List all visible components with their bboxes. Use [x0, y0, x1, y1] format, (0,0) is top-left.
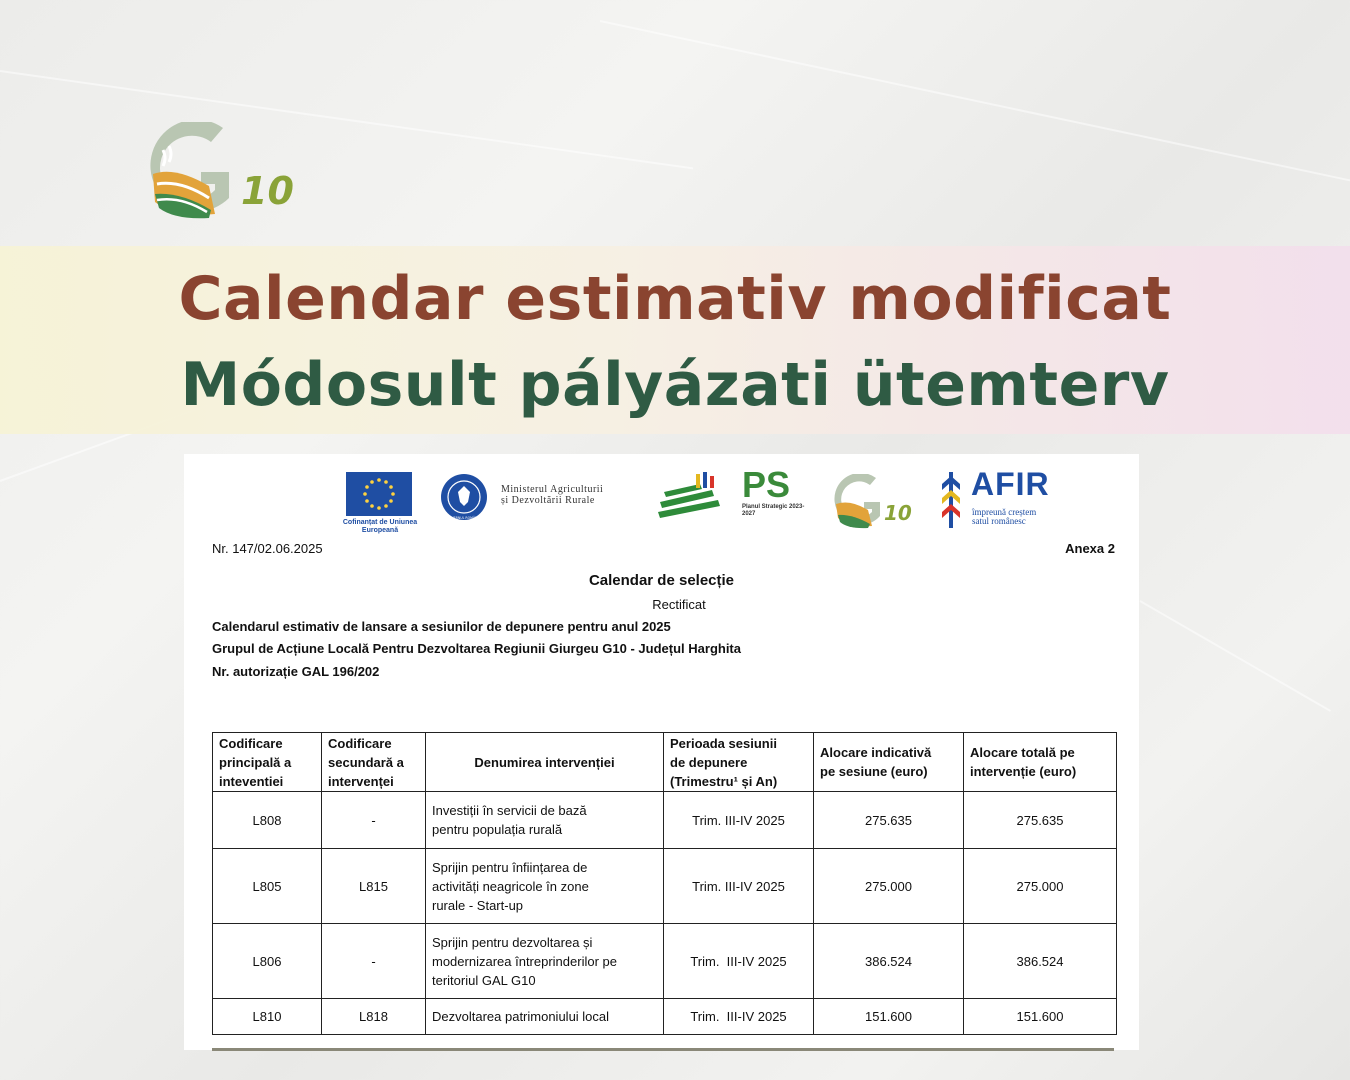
table-row	[213, 849, 1117, 924]
afir-title: AFIR	[971, 466, 1050, 502]
cell-secondary-code: -	[322, 792, 426, 849]
paper-crease	[0, 70, 693, 169]
document-line1: Calendarul estimativ de lansare a sesiunilor de depunere pentru anul 2025	[212, 619, 671, 634]
cell-intervention-name: Sprijin pentru dezvoltarea și modernizarea întreprinderilor pe teritoriul GAL G10	[426, 924, 664, 999]
table-row	[213, 792, 1117, 849]
eu-caption: Cofinanțat de Uniunea Europeană	[342, 519, 418, 534]
afir-tagline	[972, 508, 1036, 526]
document-line3: Nr. autorizație GAL 196/202	[212, 664, 380, 679]
ps-emblem-icon	[656, 470, 726, 520]
cell-primary-code: L808	[213, 792, 322, 849]
header-allocation-total: Alocare totală pe intervenție (euro)	[964, 733, 1117, 792]
g10-logo-number: 10	[241, 169, 294, 213]
cell-primary-code: L806	[213, 924, 322, 999]
header-secondary-code: Codificare secundară a intervenței	[322, 733, 426, 792]
eu-flag-icon	[346, 472, 412, 516]
cell-session-period: Trim. III-IV 2025	[664, 924, 814, 999]
gov-seal-text: GUVERNUL ROMÂNIEI	[446, 516, 482, 520]
headline-hungarian: Módosult pályázati ütemterv	[180, 350, 1170, 420]
header-allocation-per-session: Alocare indicativă pe sesiune (euro)	[814, 733, 964, 792]
cell-primary-code: L805	[213, 849, 322, 924]
cell-allocation-total: 386.524	[964, 924, 1117, 999]
cell-secondary-code: L818	[322, 999, 426, 1035]
ministry-line1: Ministerul Agriculturii	[501, 484, 604, 495]
header-primary-code: Codificare principală a inteventiei	[213, 733, 322, 792]
afir-tagline-line2: satul românesc	[972, 516, 1026, 526]
document-subtitle: Rectificat	[652, 597, 706, 612]
annex-label: Anexa 2	[1065, 541, 1115, 556]
ministry-name	[501, 484, 603, 506]
cell-allocation-per-session: 275.635	[814, 792, 964, 849]
cell-intervention-name: Dezvoltarea patrimoniului local	[426, 999, 664, 1035]
table-header-row	[213, 733, 1117, 792]
selection-calendar-table	[212, 732, 1117, 1035]
ps-subtitle: Planul Strategic 2023-2027	[742, 504, 805, 517]
header-intervention-name: Denumirea intervenției	[426, 733, 664, 792]
header-session-period: Perioada sesiunii de depunere (Trimestru¹ și An)	[664, 733, 814, 792]
cell-primary-code: L810	[213, 999, 322, 1035]
paper-crease	[600, 20, 1350, 188]
document-line2: Grupul de Acțiune Locală Pentru Dezvoltarea Regiunii Giurgeu G10 - Județul Harghita	[212, 641, 741, 656]
table-row	[213, 924, 1117, 999]
cell-intervention-name: Sprijin pentru înființarea de activități neagricole în zone rurale - Start-up	[426, 849, 664, 924]
cell-secondary-code: -	[322, 924, 426, 999]
cell-allocation-total: 151.600	[964, 999, 1117, 1035]
ps-title: PS	[742, 464, 791, 505]
afir-tagline-line1: împreună creștem	[972, 507, 1037, 517]
cell-allocation-total: 275.635	[964, 792, 1117, 849]
logo-strip	[184, 464, 1139, 544]
g10-logo	[145, 122, 305, 222]
g10-small-number: 10	[884, 501, 912, 525]
headline-romanian: Calendar estimativ modificat	[178, 264, 1172, 334]
cell-secondary-code: L815	[322, 849, 426, 924]
cell-allocation-per-session: 151.600	[814, 999, 964, 1035]
cell-session-period: Trim. III-IV 2025	[664, 999, 814, 1035]
romanian-government-seal-icon	[439, 472, 489, 522]
document-number: Nr. 147/02.06.2025	[212, 541, 323, 556]
cell-session-period: Trim. III-IV 2025	[664, 849, 814, 924]
cell-intervention-name: Investiții în servicii de bază pentru populația rurală	[426, 792, 664, 849]
cell-allocation-total: 275.000	[964, 849, 1117, 924]
document-footer-rule	[212, 1048, 1114, 1051]
g10-small-logo	[832, 474, 922, 530]
cell-allocation-per-session: 386.524	[814, 924, 964, 999]
cell-session-period: Trim. III-IV 2025	[664, 792, 814, 849]
afir-wheat-icon	[937, 468, 965, 530]
ministry-line2: și Dezvoltării Rurale	[501, 495, 595, 506]
document-page	[184, 454, 1139, 1050]
cell-allocation-per-session: 275.000	[814, 849, 964, 924]
table-row	[213, 999, 1117, 1035]
document-title: Calendar de selecție	[588, 572, 735, 589]
paper-crease	[1140, 600, 1332, 712]
